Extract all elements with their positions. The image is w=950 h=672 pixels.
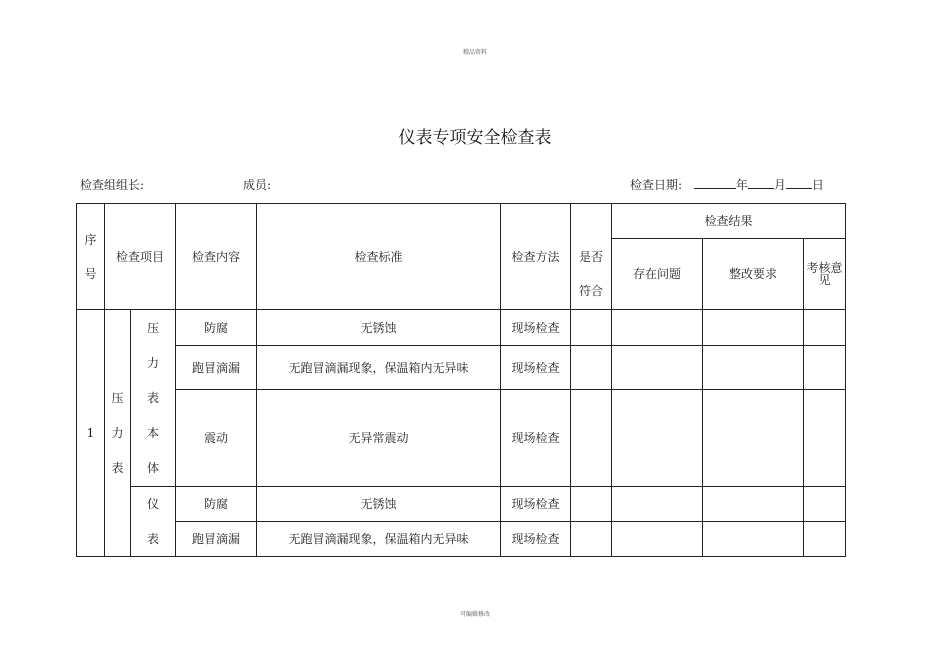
sub-item-instrument <box>131 487 175 556</box>
sub-item-char: 表 <box>146 391 159 405</box>
category-char: 表 <box>111 461 124 475</box>
sub-item-char: 压 <box>146 321 159 335</box>
row-2-content: 跑冒滴漏 <box>191 360 240 375</box>
opinion-header: 考核意见 <box>806 261 843 287</box>
header-note: 精品资料 <box>462 49 487 56</box>
row-4-method: 现场检查 <box>511 497 560 511</box>
day-label: 日 <box>811 178 824 192</box>
content-header: 检查内容 <box>191 249 240 264</box>
seq-header-char: 号 <box>84 266 97 281</box>
year-label: 年 <box>735 178 748 192</box>
category-char: 压 <box>111 391 124 405</box>
conform-header <box>571 239 611 309</box>
category-char: 力 <box>111 426 124 440</box>
group-number: 1 <box>86 426 95 440</box>
row-1-content: 防腐 <box>203 320 228 335</box>
row-3-standard: 无异常震动 <box>348 431 409 445</box>
row-2-standard: 无跑冒滴漏现象，保温箱内无异味 <box>288 360 469 375</box>
row-3-method: 现场检查 <box>511 431 560 445</box>
date-label: 检查日期: <box>630 178 683 192</box>
conform-header-line: 符合 <box>578 284 603 298</box>
item-header: 检查项目 <box>115 249 164 264</box>
sub-item-char: 本 <box>146 426 159 440</box>
row-3-content: 震动 <box>203 431 228 445</box>
sub-item-char: 表 <box>146 532 159 546</box>
seq-header-char: 序 <box>84 232 97 247</box>
row-1-method: 现场检查 <box>511 320 560 335</box>
row-4-standard: 无锈蚀 <box>360 497 397 511</box>
result-header: 检查结果 <box>704 214 753 228</box>
row-5-content: 跑冒滴漏 <box>191 532 240 546</box>
conform-header-line: 是否 <box>578 250 603 264</box>
rectify-header: 整改要求 <box>728 267 777 281</box>
seq-header <box>77 204 104 309</box>
standard-header: 检查标准 <box>354 249 403 264</box>
sub-item-body <box>131 310 175 486</box>
page-title: 仪表专项安全检查表 <box>398 128 552 148</box>
month-label: 月 <box>773 178 786 192</box>
row-5-standard: 无跑冒滴漏现象，保温箱内无异味 <box>288 532 469 546</box>
leader-label: 检查组组长: <box>80 178 145 192</box>
row-2-method: 现场检查 <box>511 360 560 375</box>
sub-item-char: 力 <box>146 356 159 370</box>
footer-note: 可编辑修改 <box>459 611 490 618</box>
member-label: 成员: <box>243 178 272 192</box>
issue-header: 存在问题 <box>632 267 681 281</box>
category-label <box>105 310 130 556</box>
row-5-method: 现场检查 <box>511 532 560 546</box>
sub-item-char: 体 <box>146 461 159 475</box>
sub-item-char: 仪 <box>146 497 159 511</box>
row-4-content: 防腐 <box>203 497 228 511</box>
method-header: 检查方法 <box>511 249 560 264</box>
row-1-standard: 无锈蚀 <box>360 320 397 335</box>
